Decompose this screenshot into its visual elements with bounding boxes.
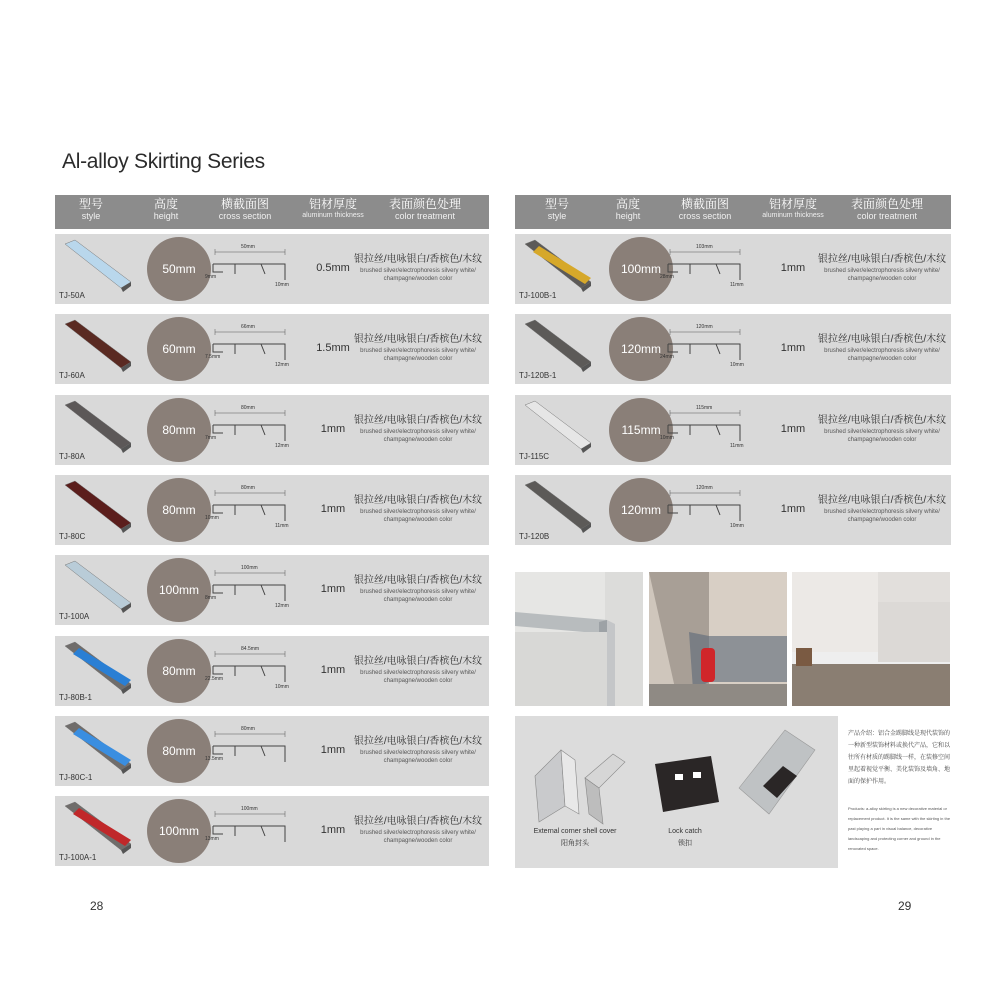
header-thickness-en: aluminum thickness xyxy=(762,212,824,219)
header-section-cn: 横截面图 xyxy=(680,197,729,211)
section-width-label: 50mm xyxy=(241,244,255,250)
color-treatment-en-2: champagne/wooden color xyxy=(383,597,453,604)
header-color-cn: 表面颜色处理 xyxy=(850,197,923,211)
color-treatment-en-2: champagne/wooden color xyxy=(847,276,917,282)
color-treatment xyxy=(353,571,483,604)
product-row xyxy=(55,796,489,866)
product-image xyxy=(61,720,133,776)
height-badge: 120mm xyxy=(609,317,673,381)
section-left-label: 28mm xyxy=(660,274,674,280)
product-code: TJ-100A-1 xyxy=(59,853,97,863)
color-treatment-cn: 银拉丝/电咏银白/香槟色/木纹 xyxy=(353,414,483,426)
color-treatment-cn: 银拉丝/电咏银白/香槟色/木纹 xyxy=(353,575,483,587)
color-treatment xyxy=(817,250,947,283)
cross-section-diagram xyxy=(660,324,750,372)
section-width-label: 100mm xyxy=(241,565,258,572)
header-height-en: height xyxy=(615,211,641,221)
page-number-left: 28 xyxy=(90,899,104,913)
product-code: TJ-80A xyxy=(59,451,85,461)
color-treatment-cn: 银拉丝/电咏银白/香槟色/木纹 xyxy=(353,655,483,667)
section-width-label: 120mm xyxy=(696,324,713,331)
product-intro-en: Products: a-alloy skirting is a new decorative material or replacement product. It is the same with the skirting in the past playing a part in visual balance, decorative landscaping and protecting corner and ground in the renovated space. xyxy=(848,806,951,851)
color-treatment-en-1: brushed silver/electrophoresis silvery white/ xyxy=(360,749,476,756)
product-image xyxy=(521,479,593,535)
cross-section-diagram xyxy=(205,565,295,613)
product-code: TJ-100A xyxy=(59,612,90,622)
section-right-label: 10mm xyxy=(275,282,289,288)
product-row xyxy=(515,395,951,465)
section-right-label: 12mm xyxy=(275,362,289,369)
cross-section-diagram xyxy=(660,485,750,533)
header-color-en: color treatment xyxy=(856,211,918,221)
color-treatment-cn: 银拉丝/电咏银白/香槟色/木纹 xyxy=(817,494,947,506)
color-treatment-en-2: champagne/wooden color xyxy=(383,436,453,443)
color-treatment-en-1: brushed silver/electrophoresis silvery white/ xyxy=(824,428,940,435)
header-height-cn: 高度 xyxy=(615,197,640,211)
color-treatment-en-1: brushed silver/electrophoresis silvery white/ xyxy=(824,268,940,274)
section-width-label: 120mm xyxy=(696,484,713,491)
height-badge: 100mm xyxy=(147,558,211,622)
product-code: TJ-60A xyxy=(59,371,85,381)
header-style-en: style xyxy=(81,211,101,221)
section-left-label: 13mm xyxy=(205,836,219,843)
product-row xyxy=(55,475,489,545)
color-treatment xyxy=(353,652,483,685)
color-treatment-cn: 银拉丝/电咏银白/香槟色/木纹 xyxy=(353,735,483,747)
color-treatment-cn: 银拉丝/电咏银白/香槟色/木纹 xyxy=(817,254,947,265)
header-section-cn: 横截面图 xyxy=(220,197,269,211)
height-badge: 50mm xyxy=(147,237,211,301)
color-treatment-cn: 银拉丝/电咏银白/香槟色/木纹 xyxy=(353,816,483,828)
section-width-label: 80mm xyxy=(241,725,255,732)
height-badge: 80mm xyxy=(147,719,211,783)
cross-section-diagram xyxy=(205,646,295,694)
product-intro-cn: 产品介绍：铝合金踢脚线是现代装饰的一种新型装饰材料或换代产品，它和以往所有材质的踢脚线一样，在装修空间里起着视觉平衡、美化装饰及墙角、地面的保护作用。 xyxy=(848,731,951,785)
product-image xyxy=(521,238,593,294)
color-treatment-en-2: champagne/wooden color xyxy=(383,356,453,363)
corner-cover-label xyxy=(525,828,625,848)
table-header-left xyxy=(55,195,489,229)
photo-room-installation xyxy=(792,572,950,706)
product-row xyxy=(515,234,951,304)
section-width-label: 84.5mm xyxy=(241,645,260,652)
color-treatment xyxy=(353,732,483,765)
product-row xyxy=(515,314,951,384)
cross-section-diagram xyxy=(205,244,295,292)
thickness-value: 0.5mm xyxy=(316,262,350,274)
thickness-value: 1mm xyxy=(320,663,346,676)
product-image xyxy=(61,238,133,294)
header-section-en: cross section xyxy=(218,211,272,221)
header-style-cn: 型号 xyxy=(78,197,103,211)
color-treatment-en-2: champagne/wooden color xyxy=(847,516,917,523)
section-left-label: 10mm xyxy=(205,514,219,521)
section-right-label: 12mm xyxy=(275,442,289,449)
color-treatment xyxy=(817,330,947,363)
section-left-label: 22.5mm xyxy=(205,675,224,682)
lock-catch-label-en: Lock catch xyxy=(668,828,702,835)
color-treatment-en-2: champagne/wooden color xyxy=(383,677,453,684)
section-left-label: 7.5mm xyxy=(205,354,221,361)
height-badge: 60mm xyxy=(147,317,211,381)
color-treatment-cn: 银拉丝/电咏银白/香槟色/木纹 xyxy=(353,494,483,506)
color-treatment xyxy=(353,491,483,524)
section-left-label: 24mm xyxy=(660,354,674,361)
product-image xyxy=(61,399,133,455)
height-badge: 100mm xyxy=(147,799,211,863)
product-code: TJ-50A xyxy=(59,291,85,300)
page-number-right: 29 xyxy=(898,899,912,913)
color-treatment xyxy=(353,411,483,444)
color-treatment-en-2: champagne/wooden color xyxy=(847,356,917,363)
product-image xyxy=(61,640,133,696)
product-code: TJ-120B xyxy=(519,531,550,541)
color-treatment-cn: 银拉丝/电咏银白/香槟色/木纹 xyxy=(817,414,947,426)
section-right-label: 11mm xyxy=(275,522,289,529)
color-treatment-en-2: champagne/wooden color xyxy=(383,516,453,523)
height-badge: 80mm xyxy=(147,478,211,542)
height-badge: 120mm xyxy=(609,478,673,542)
product-code: TJ-80B-1 xyxy=(59,692,92,702)
thickness-value: 1mm xyxy=(320,824,346,837)
corner-cover-label-cn: 阳角封头 xyxy=(561,840,589,847)
color-treatment-en-2: champagne/wooden color xyxy=(383,838,453,845)
product-row xyxy=(515,475,951,545)
section-width-label: 115mm xyxy=(696,404,713,411)
product-code: TJ-120B-1 xyxy=(519,371,557,381)
thickness-value: 1mm xyxy=(780,262,806,274)
product-row xyxy=(55,636,489,706)
section-left-label: 13.5mm xyxy=(205,755,224,762)
height-badge: 115mm xyxy=(609,398,673,462)
color-treatment-cn: 银拉丝/电咏银白/香槟色/木纹 xyxy=(353,254,483,265)
color-treatment-cn: 银拉丝/电咏银白/香槟色/木纹 xyxy=(817,334,947,346)
header-section-en: cross section xyxy=(678,211,732,221)
section-width-label: 100mm xyxy=(241,806,258,813)
table-header-right xyxy=(515,195,951,229)
color-treatment xyxy=(353,812,483,845)
color-treatment-en-2: champagne/wooden color xyxy=(383,276,453,282)
color-treatment-en-1: brushed silver/electrophoresis silvery white/ xyxy=(360,589,476,596)
photo-end-cap xyxy=(649,572,787,706)
cross-section-diagram xyxy=(205,485,295,533)
section-right-label: 11mm xyxy=(730,442,744,449)
color-treatment-en-1: brushed silver/electrophoresis silvery white/ xyxy=(360,428,476,435)
cross-section-diagram xyxy=(660,244,750,292)
product-image xyxy=(521,399,593,455)
header-color-en: color treatment xyxy=(394,211,456,221)
header-thickness-cn: 铝材厚度 xyxy=(308,197,357,211)
section-right-label: 11mm xyxy=(730,282,744,288)
thickness-value: 1.5mm xyxy=(316,342,350,355)
section-right-label: 10mm xyxy=(275,683,289,690)
product-image xyxy=(61,800,133,856)
thickness-value: 1mm xyxy=(320,743,346,756)
product-code: TJ-115C xyxy=(519,451,550,461)
color-treatment xyxy=(353,250,483,283)
color-treatment xyxy=(353,330,483,363)
cross-section-diagram xyxy=(660,405,750,453)
photo-corner-cover xyxy=(515,572,643,706)
section-width-label: 80mm xyxy=(241,404,255,411)
section-right-label: 10mm xyxy=(730,362,744,369)
product-image xyxy=(61,559,133,615)
product-image xyxy=(61,318,133,374)
page-title: Al-alloy Skirting Series xyxy=(62,150,265,173)
height-badge: 80mm xyxy=(147,398,211,462)
section-width-label: 66mm xyxy=(241,324,255,331)
color-treatment-en-2: champagne/wooden color xyxy=(383,757,453,764)
color-treatment-en-1: brushed silver/electrophoresis silvery white/ xyxy=(360,508,476,515)
header-style-en: style xyxy=(547,211,567,221)
thickness-value: 1mm xyxy=(320,583,346,596)
color-treatment-en-1: brushed silver/electrophoresis silvery white/ xyxy=(824,508,940,515)
color-treatment-en-1: brushed silver/electrophoresis silvery white/ xyxy=(360,669,476,676)
cross-section-diagram xyxy=(205,726,295,774)
product-row xyxy=(55,395,489,465)
color-treatment-cn: 银拉丝/电咏银白/香槟色/木纹 xyxy=(353,334,483,346)
color-treatment-en-1: brushed silver/electrophoresis silvery white/ xyxy=(360,348,476,355)
product-code: TJ-80C xyxy=(59,531,86,541)
color-treatment-en-1: brushed silver/electrophoresis silvery white/ xyxy=(360,268,476,274)
color-treatment-en-1: brushed silver/electrophoresis silvery white/ xyxy=(360,830,476,837)
height-badge: 100mm xyxy=(609,237,673,301)
color-treatment-en-2: champagne/wooden color xyxy=(847,436,917,443)
product-row xyxy=(55,716,489,786)
product-row xyxy=(55,234,489,304)
lock-catch-label-cn: 锁扣 xyxy=(678,840,692,847)
cross-section-diagram xyxy=(205,405,295,453)
thickness-value: 1mm xyxy=(780,342,806,355)
product-row xyxy=(55,314,489,384)
color-treatment-en-1: brushed silver/electrophoresis silvery white/ xyxy=(824,348,940,355)
product-image xyxy=(61,479,133,535)
color-treatment xyxy=(817,491,947,524)
thickness-value: 1mm xyxy=(320,422,346,435)
section-width-label: 80mm xyxy=(241,484,255,491)
header-height-cn: 高度 xyxy=(153,197,178,211)
cross-section-diagram xyxy=(205,806,295,854)
section-left-label: 10mm xyxy=(660,434,674,441)
thickness-value: 1mm xyxy=(780,422,806,435)
header-thickness-cn: 铝材厚度 xyxy=(768,197,817,211)
header-style-cn: 型号 xyxy=(544,197,569,211)
section-left-label: 8mm xyxy=(205,595,217,602)
lock-catch-label xyxy=(655,828,715,848)
corner-cover-label-en: External corner shell cover xyxy=(533,828,617,835)
product-code: TJ-100B-1 xyxy=(519,291,557,300)
product-code: TJ-80C-1 xyxy=(59,772,93,782)
header-thickness-en: aluminum thickness xyxy=(302,212,364,219)
thickness-value: 1mm xyxy=(780,502,806,515)
accessories-panel xyxy=(515,716,838,868)
product-image xyxy=(521,318,593,374)
height-badge: 80mm xyxy=(147,639,211,703)
color-treatment xyxy=(817,411,947,444)
cross-section-diagram xyxy=(205,324,295,372)
section-left-label: 7mm xyxy=(205,434,217,441)
product-row xyxy=(55,555,489,625)
header-color-cn: 表面颜色处理 xyxy=(388,197,461,211)
section-width-label: 103mm xyxy=(696,244,713,250)
header-height-en: height xyxy=(153,211,179,221)
section-left-label: 9mm xyxy=(205,274,217,280)
section-right-label: 10mm xyxy=(730,522,744,529)
section-right-label: 12mm xyxy=(275,603,289,610)
thickness-value: 1mm xyxy=(320,502,346,515)
